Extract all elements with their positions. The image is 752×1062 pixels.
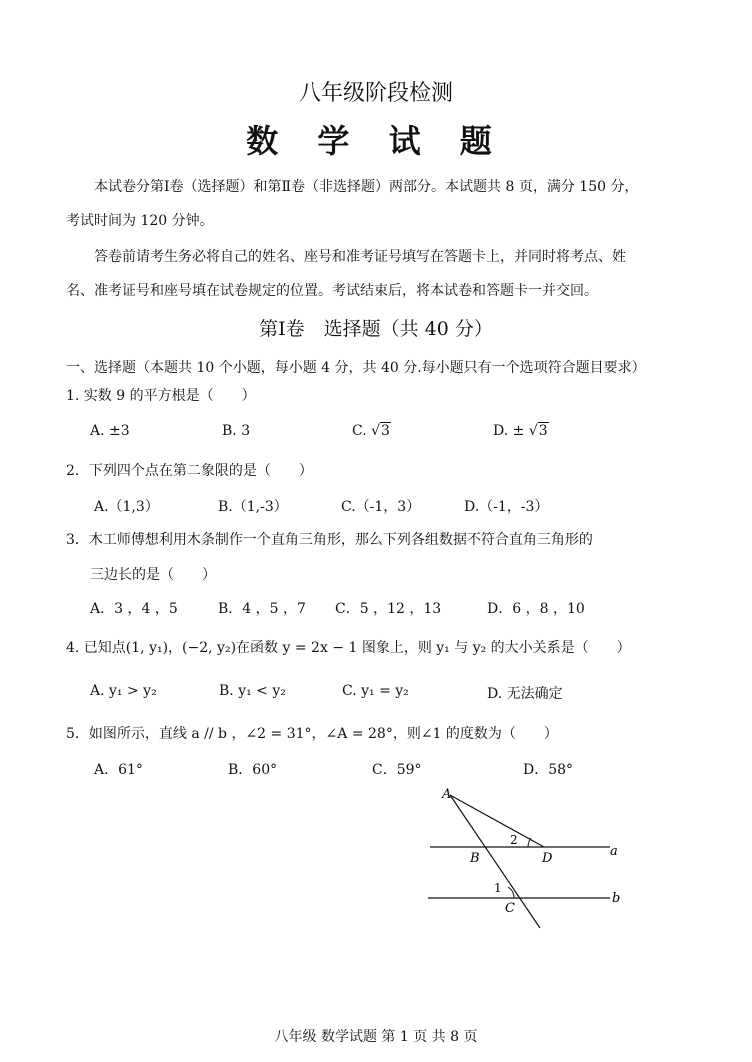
question-2-stem: 2．下列四个点在第二象限的是（ ） [66,463,313,479]
q1-option-c [352,423,391,439]
q4-option-d: D. 无法确定 [487,686,563,702]
q2-option-c: C.（-1，3） [341,499,421,515]
intro-paragraph-2 [66,247,692,267]
intro-paragraph-1 [66,177,692,197]
label-b: b [612,891,621,906]
question-3-stem-line2: 三边长的是（ ） [90,567,216,583]
q3-option-c: C．5 ，12 ，13 [335,601,442,617]
section-instruction: 一、选择题（本题共 10 个小题，每小题 4 分，共 40 分.每小题只有一个选项符合题目要求） [66,360,646,376]
section-title: 第Ⅰ卷 选择题（共 40 分） [259,318,493,340]
q1-option-d [493,423,549,439]
main-title: 数 学 试 题 [246,122,506,160]
intro-p1-line2: 考试时间为 120 分钟。 [66,213,214,229]
q5-option-a: A．61° [94,762,143,778]
intro-p2-line1: 答卷前请考生务必将自己的姓名、座号和准考证号填写在答题卡上，并同时将考点、姓 [94,249,626,265]
grade-title: 八年级阶段检测 [298,81,453,106]
geometry-figure [410,780,640,940]
label-a: a [610,844,618,859]
sqrt-symbol: √3 [371,423,390,439]
q4-option-a: A. y₁ > y₂ [90,683,157,699]
q3-option-b: B．4 ，5 ，7 [218,601,306,617]
q2-option-d: D.（-1，-3） [464,499,549,515]
sqrt-symbol-d: √3 [528,423,548,439]
question-5-stem: 5．如图所示，直线 a // b ，∠2 = 31°，∠A = 28°，则∠1 的度数为（ ） [66,726,558,742]
q3-option-a: A．3 ，4 ，5 [90,601,178,617]
sqrt-arg-d: 3 [538,423,548,439]
question-4-stem: 4. 已知点(1, y₁)，(−2, y₂)在函数 y = 2x − 1 图象上，则 y₁ 与 y₂ 的大小关系是（ ） [66,640,631,656]
label-A: A [442,787,452,802]
q3-option-d: D．6 ，8 ，10 [487,601,585,617]
q5-option-c: C．59° [372,762,422,778]
label-C: C [505,901,515,916]
q5-option-d: D．58° [523,762,574,778]
q1-option-b: B. 3 [222,423,251,439]
question-3-stem-line1: 3．木工师傅想利用木条制作一个直角三角形，那么下列各组数据不符合直角三角形的 [66,532,593,548]
question-1-stem: 1. 实数 9 的平方根是（ ） [66,388,256,404]
q4-option-b: B. y₁ < y₂ [219,683,286,699]
intro-p1-line1: 本试卷分第Ⅰ卷（选择题）和第Ⅱ卷（非选择题）两部分。本试题共 8 页，满分 150 分， [94,179,639,195]
q2-option-b: B.（1,-3） [218,499,288,515]
intro-p1-line2-wrap [66,211,692,231]
page-footer: 八年级 数学试题 第 1 页 共 8 页 [274,1029,478,1045]
intro-p2-line2-wrap [66,281,692,301]
q5-option-b: B．60° [228,762,278,778]
label-angle-1: 1 [494,881,502,895]
q1-option-a: A. ±3 [90,423,130,439]
label-angle-2: 2 [510,833,518,847]
label-D: D [542,851,553,866]
label-B: B [470,851,480,866]
q2-option-a: A.（1,3） [94,499,159,515]
q4-option-c: C. y₁ = y₂ [342,683,409,699]
transversal-ac [450,795,540,928]
q1-option-d-label: D. ± [493,423,525,439]
intro-p2-line2: 名、准考证号和座号填在试卷规定的位置。考试结束后，将本试卷和答题卡一并交回。 [66,283,598,299]
sqrt-arg: 3 [381,423,390,439]
q1-option-c-label: C. [352,423,367,439]
